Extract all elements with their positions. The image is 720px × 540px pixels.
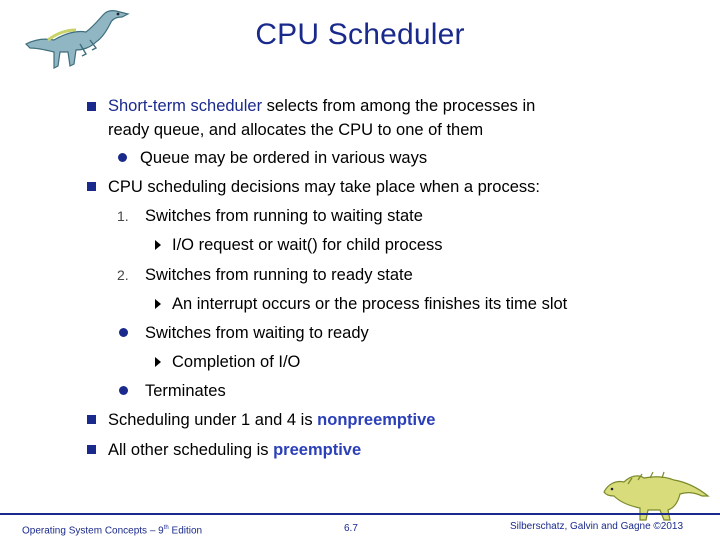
bullet-text: Scheduling under 1 and 4 is <box>108 411 318 429</box>
sub-item-io-request: I/O request or wait() for child process <box>172 236 443 254</box>
preemptive-term: preemptive <box>273 441 362 459</box>
list-number: 1. <box>117 208 129 224</box>
sub-item-interrupt: An interrupt occurs or the process finishes its time slot <box>172 295 568 313</box>
nonpreemptive-term: nonpreemptive <box>317 411 436 429</box>
arrow-bullet-icon <box>155 299 161 309</box>
short-term-scheduler-term: Short-term scheduler <box>108 97 263 115</box>
footer-page-number: 6.7 <box>344 523 358 534</box>
bullet-preemptive <box>108 440 361 460</box>
square-bullet-icon <box>87 102 96 111</box>
list-item-terminates: Terminates <box>145 382 226 400</box>
bullet-short-term-line2: ready queue, and allocates the CPU to one of them <box>108 121 484 139</box>
list-item-waiting-to-ready: Switches from waiting to ready <box>145 324 369 342</box>
round-bullet-icon <box>118 153 127 162</box>
list-item-running-to-waiting: Switches from running to waiting state <box>145 207 423 225</box>
round-bullet-icon <box>119 386 128 395</box>
sub-bullet-queue: Queue may be ordered in various ways <box>140 149 428 167</box>
round-bullet-icon <box>119 328 128 337</box>
square-bullet-icon <box>87 445 96 454</box>
square-bullet-icon <box>87 415 96 424</box>
sub-item-completion-io: Completion of I/O <box>172 353 301 371</box>
footer-book-title <box>22 525 202 536</box>
bullet-text: All other scheduling is <box>108 441 274 459</box>
footer-superscript: th <box>163 525 169 531</box>
footer-divider <box>0 513 720 515</box>
footer-authors: Silberschatz, Galvin and Gagne ©2013 <box>510 521 684 532</box>
list-number: 2. <box>117 267 129 283</box>
list-item-running-to-ready: Switches from running to ready state <box>145 266 413 284</box>
footer-text: Operating System Concepts – 9 <box>22 525 164 537</box>
square-bullet-icon <box>87 182 96 191</box>
arrow-bullet-icon <box>155 240 161 250</box>
bullet-text: selects from among the processes in <box>262 97 536 115</box>
bullet-nonpreemptive <box>108 410 435 430</box>
footer-text: Edition <box>168 525 203 537</box>
bullet-short-term <box>108 96 535 116</box>
arrow-bullet-icon <box>155 357 161 367</box>
slide-title: CPU Scheduler <box>255 18 465 51</box>
bullet-decisions: CPU scheduling decisions may take place when a process: <box>108 178 540 196</box>
